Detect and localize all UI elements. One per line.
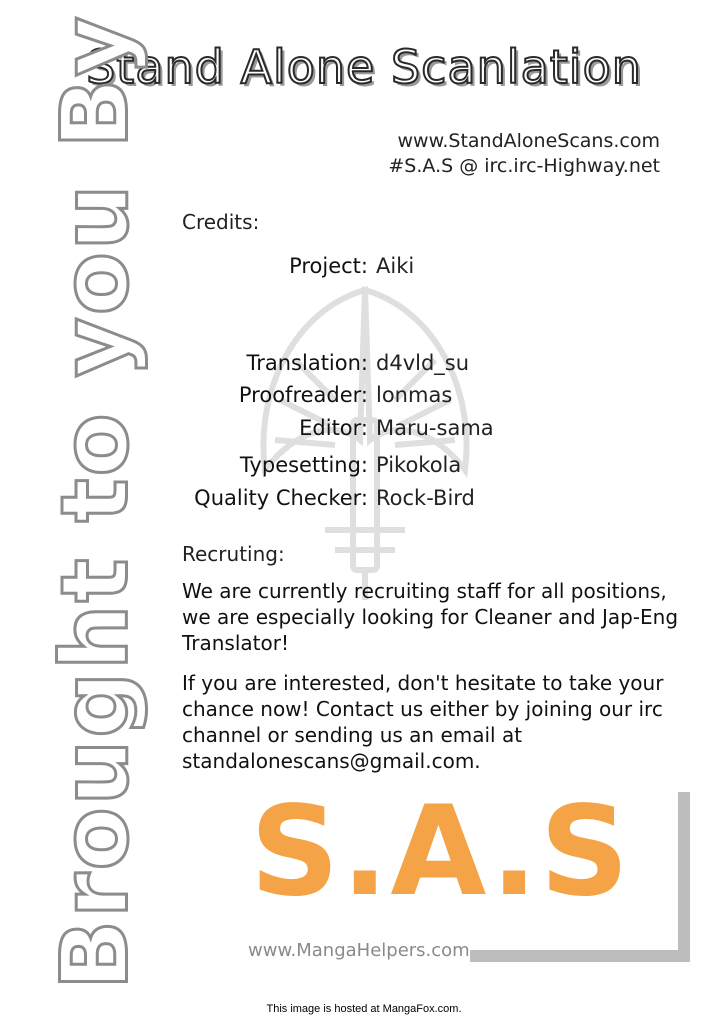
credit-row-project (0, 254, 728, 282)
group-title: Stand Alone Scanlation (86, 40, 642, 94)
credit-role: Quality Checker: (194, 486, 368, 510)
credit-role: Translation: (246, 351, 368, 375)
irc-channel: #S.A.S @ irc.irc-Highway.net (388, 155, 660, 177)
credit-name: lonmas (376, 383, 453, 407)
sas-logo: S.A.S (250, 780, 632, 924)
credit-row-editor (0, 416, 728, 444)
credit-row-quality-checker (0, 486, 728, 514)
credit-row-typesetting (0, 453, 728, 481)
contact-paragraph: If you are interested, don't hesitate to take your chance now! Contact us either by joining our irc channel or sending us an email at standalonescans@gmail.com. (182, 671, 664, 773)
credits-heading: Credits: (182, 210, 260, 234)
credit-role: Typesetting: (239, 453, 368, 477)
hosting-notice: This image is hosted at MangaFox.com. (266, 1003, 462, 1015)
website-url: www.StandAloneScans.com (397, 130, 660, 152)
credit-name: Pikokola (376, 453, 462, 477)
recruiting-paragraph: We are currently recruiting staff for all positions, we are especially looking for Cleaner and Jap-Eng Translator! (182, 579, 679, 655)
credit-name: Rock-Bird (376, 486, 475, 510)
credit-role: Editor: (299, 416, 368, 440)
recruiting-heading: Recruting: (182, 542, 285, 566)
credit-role: Project: (289, 254, 368, 278)
credit-row-translation (0, 351, 728, 379)
credit-name: Aiki (376, 254, 415, 278)
credit-role: Proofreader: (238, 383, 368, 407)
logo-corner-bracket (470, 950, 690, 962)
logo-corner-bracket (678, 792, 690, 962)
brought-to-you-banner: Brought to you By (41, 14, 149, 990)
credit-name: d4vld_su (376, 351, 470, 375)
partner-site-url: www.MangaHelpers.com (248, 940, 470, 961)
credit-row-proofreader (0, 383, 728, 411)
credit-name: Maru-sama (376, 416, 494, 440)
